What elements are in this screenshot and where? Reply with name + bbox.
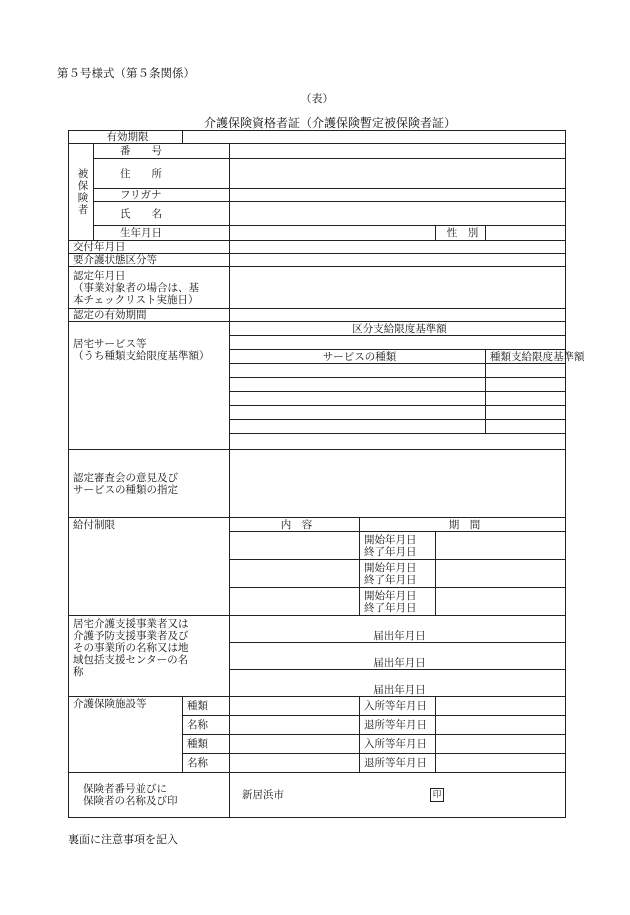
care-level-value [230,254,566,267]
facility-kind-label: 種類 [183,735,230,754]
facility-label: 介護保険施設等 [69,697,183,773]
admission-date-value [436,735,566,754]
type-limit-cell [486,378,566,392]
issue-date-value [230,241,566,254]
type-limit-cell [486,406,566,420]
period-dates-label: 開始年月日 終了年月日 [360,532,436,560]
certificate-table [68,130,585,818]
facility-name-value [230,716,360,735]
care-provider-label: 居宅介護支援事業者又は 介護予防支援事業者及び その事業所の名称又は地 域包括支援センターの名 称 [69,616,230,697]
seal-mark: 印 [430,788,444,802]
benefit-limit-label: 給付制限 [69,518,230,616]
side-label: （表） [300,92,334,105]
furigana-value [230,189,566,202]
certification-period-value [230,309,566,322]
service-type-header: サービスの種類 [230,350,486,364]
committee-opinion-value [230,450,566,518]
facility-name-label: 名称 [183,716,230,735]
care-level-label: 要介護状態区分等 [69,254,230,267]
notification-date-label: 届出年月日 [230,643,566,670]
type-limit-cell [486,364,566,378]
facility-kind-value [230,735,360,754]
admission-date-label: 入所等年月日 [360,697,436,716]
certification-date-label: 認定年月日 （事業対象者の場合は、基 本チェックリスト実施日） [69,267,230,309]
sex-label: 性 別 [436,226,486,241]
period-dates-value [436,588,566,616]
issue-date-label: 交付年月日 [69,241,230,254]
name-value [230,202,566,226]
type-limit-cell [486,392,566,406]
notification-date-label: 届出年月日 [230,670,566,697]
admission-date-value [436,697,566,716]
name-label: 氏 名 [94,202,230,226]
benefit-content-cell [230,532,360,560]
service-type-cell [230,406,486,420]
service-blank-cell [230,434,566,450]
sex-value [486,226,566,241]
service-type-cell [230,378,486,392]
period-dates-value [436,560,566,588]
facility-kind-value [230,697,360,716]
validity-label: 有効期限 [69,131,183,144]
facility-kind-label: 種類 [183,697,230,716]
validity-value [183,131,566,144]
benefit-content-cell [230,560,360,588]
birth-date-value [230,226,436,241]
service-type-cell [230,420,486,434]
insurer-value-cell [230,773,566,818]
discharge-date-label: 退所等年月日 [360,716,436,735]
discharge-date-value [436,754,566,773]
facility-name-label: 名称 [183,754,230,773]
footer-note: 裏面に注意事項を記入 [68,833,178,846]
period-dates-value [436,532,566,560]
home-service-label: 居宅サービス等 （うち種類支給限度基準額） [69,322,230,450]
insurer-name: 新居浜市 [242,789,284,801]
benefit-content-cell [230,588,360,616]
certification-period-label: 認定の有効期間 [69,309,230,322]
content-header: 内 容 [230,518,360,532]
number-value [230,144,566,159]
furigana-label: フリガナ [94,189,230,202]
committee-opinion-label: 認定審査会の意見及び サービスの種類の指定 [69,450,230,518]
notification-date-label: 届出年月日 [230,616,566,643]
insured-person-group-label: 被 保 険 者 [69,144,94,241]
limit-standard-header: 区分支給限度基準額 [230,322,566,336]
period-dates-label: 開始年月日 終了年月日 [360,588,436,616]
type-limit-cell [486,420,566,434]
address-value [230,159,566,189]
period-dates-label: 開始年月日 終了年月日 [360,560,436,588]
facility-name-value [230,754,360,773]
document-title: 介護保険資格者証（介護保険暫定被保険者証） [203,116,456,130]
certification-date-value [230,267,566,309]
service-type-cell [230,392,486,406]
number-label: 番 号 [94,144,230,159]
period-header: 期 間 [360,518,566,532]
form-code: 第５号様式（第５条関係） [57,66,195,80]
discharge-date-label: 退所等年月日 [360,754,436,773]
admission-date-label: 入所等年月日 [360,735,436,754]
insurer-label: 保険者番号並びに 保険者の名称及び印 [69,773,230,818]
type-limit-header: 種類支給限度基準額 [486,350,566,364]
birth-date-label: 生年月日 [94,226,230,241]
limit-standard-value [230,336,566,350]
discharge-date-value [436,716,566,735]
address-label: 住 所 [94,159,230,189]
service-type-cell [230,364,486,378]
